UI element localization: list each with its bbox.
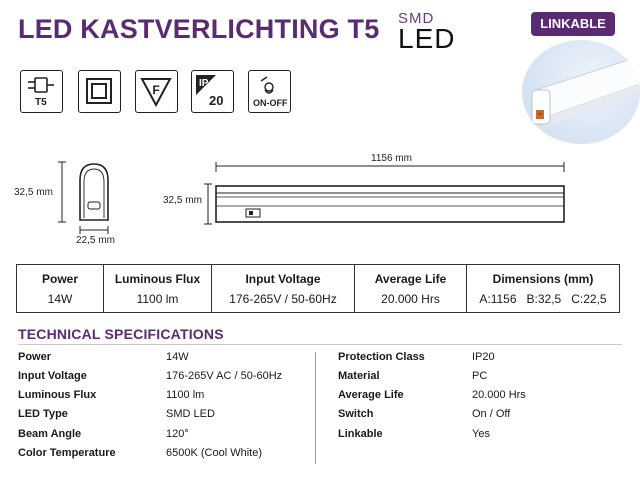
spec-cell-flux <box>104 265 212 312</box>
tech-value: SMD LED <box>166 408 215 420</box>
tech-label: Protection Class <box>338 351 425 363</box>
tech-value: 14W <box>166 351 189 363</box>
key-specs-table <box>16 264 620 313</box>
bar-length-label: 1156 mm <box>371 153 412 164</box>
spec-value: 1100 lm <box>136 291 179 306</box>
linkable-badge: LINKABLE <box>531 12 615 36</box>
svg-text:F: F <box>152 83 160 97</box>
spec-header: Input Voltage <box>245 271 321 286</box>
spec-header: Dimensions (mm) <box>492 271 594 286</box>
smd-logo-bottom: LED <box>398 23 456 54</box>
tech-specs-title: TECHNICAL SPECIFICATIONS <box>18 326 224 342</box>
bar-drawing <box>200 160 580 230</box>
f-mark-icon <box>135 70 178 113</box>
tech-label: Input Voltage <box>18 370 87 382</box>
tech-value: PC <box>472 370 488 382</box>
tech-value: On / Off <box>472 408 511 420</box>
led-tube-illustration <box>522 40 640 144</box>
tech-label: Color Temperature <box>18 447 116 459</box>
tech-value: 20.000 Hrs <box>472 389 526 401</box>
spec-value: 176-265V / 50-60Hz <box>229 291 337 306</box>
profile-drawing <box>50 158 130 238</box>
tech-value: 1100 lm <box>166 389 205 401</box>
tech-value: 176-265V AC / 50-60Hz <box>166 370 283 382</box>
tech-value: 6500K (Cool White) <box>166 447 262 459</box>
product-photo <box>522 40 640 144</box>
tech-label: Average Life <box>338 389 404 401</box>
tech-label: Linkable <box>338 428 383 440</box>
spec-cell-voltage <box>212 265 355 312</box>
spec-value: 14W <box>47 291 73 306</box>
tech-label: LED Type <box>18 408 68 420</box>
on-off-switch-icon <box>248 70 291 113</box>
profile-width-label: 22,5 mm <box>76 235 115 246</box>
profile-height-label: 32,5 mm <box>14 187 53 198</box>
spec-header: Power <box>41 271 78 286</box>
spec-header: Average Life <box>374 271 447 286</box>
page-title: LED KASTVERLICHTING T5 <box>18 14 380 44</box>
double-insulation-icon <box>78 70 121 113</box>
tech-value: IP20 <box>472 351 495 363</box>
spec-cell-life <box>355 265 467 312</box>
tech-label: Power <box>18 351 52 363</box>
smd-led-logo <box>398 10 486 52</box>
tech-label: Luminous Flux <box>18 389 97 401</box>
tech-label: Material <box>338 370 380 382</box>
t5-tube-icon <box>20 70 63 113</box>
ip-label: IP <box>199 78 209 89</box>
smd-logo-top: SMD <box>398 10 435 27</box>
spec-value: 20.000 Hrs <box>381 291 440 306</box>
ip20-icon <box>191 70 234 113</box>
tech-value: 120° <box>166 428 189 440</box>
ip-value: 20 <box>209 93 224 108</box>
spec-cell-dimensions <box>467 265 619 312</box>
spec-value: A:1156 B:32,5 C:22,5 <box>479 291 607 306</box>
divider <box>18 344 622 345</box>
spec-cell-power <box>17 265 104 312</box>
t5-caption: T5 <box>35 97 47 108</box>
spec-header: Luminous Flux <box>114 271 201 286</box>
tech-label: Switch <box>338 408 374 420</box>
column-separator <box>315 352 316 464</box>
bar-height-label: 32,5 mm <box>163 195 202 206</box>
tech-value: Yes <box>472 428 490 440</box>
tech-label: Beam Angle <box>18 428 82 440</box>
on-off-caption: ON-OFF <box>253 98 288 108</box>
